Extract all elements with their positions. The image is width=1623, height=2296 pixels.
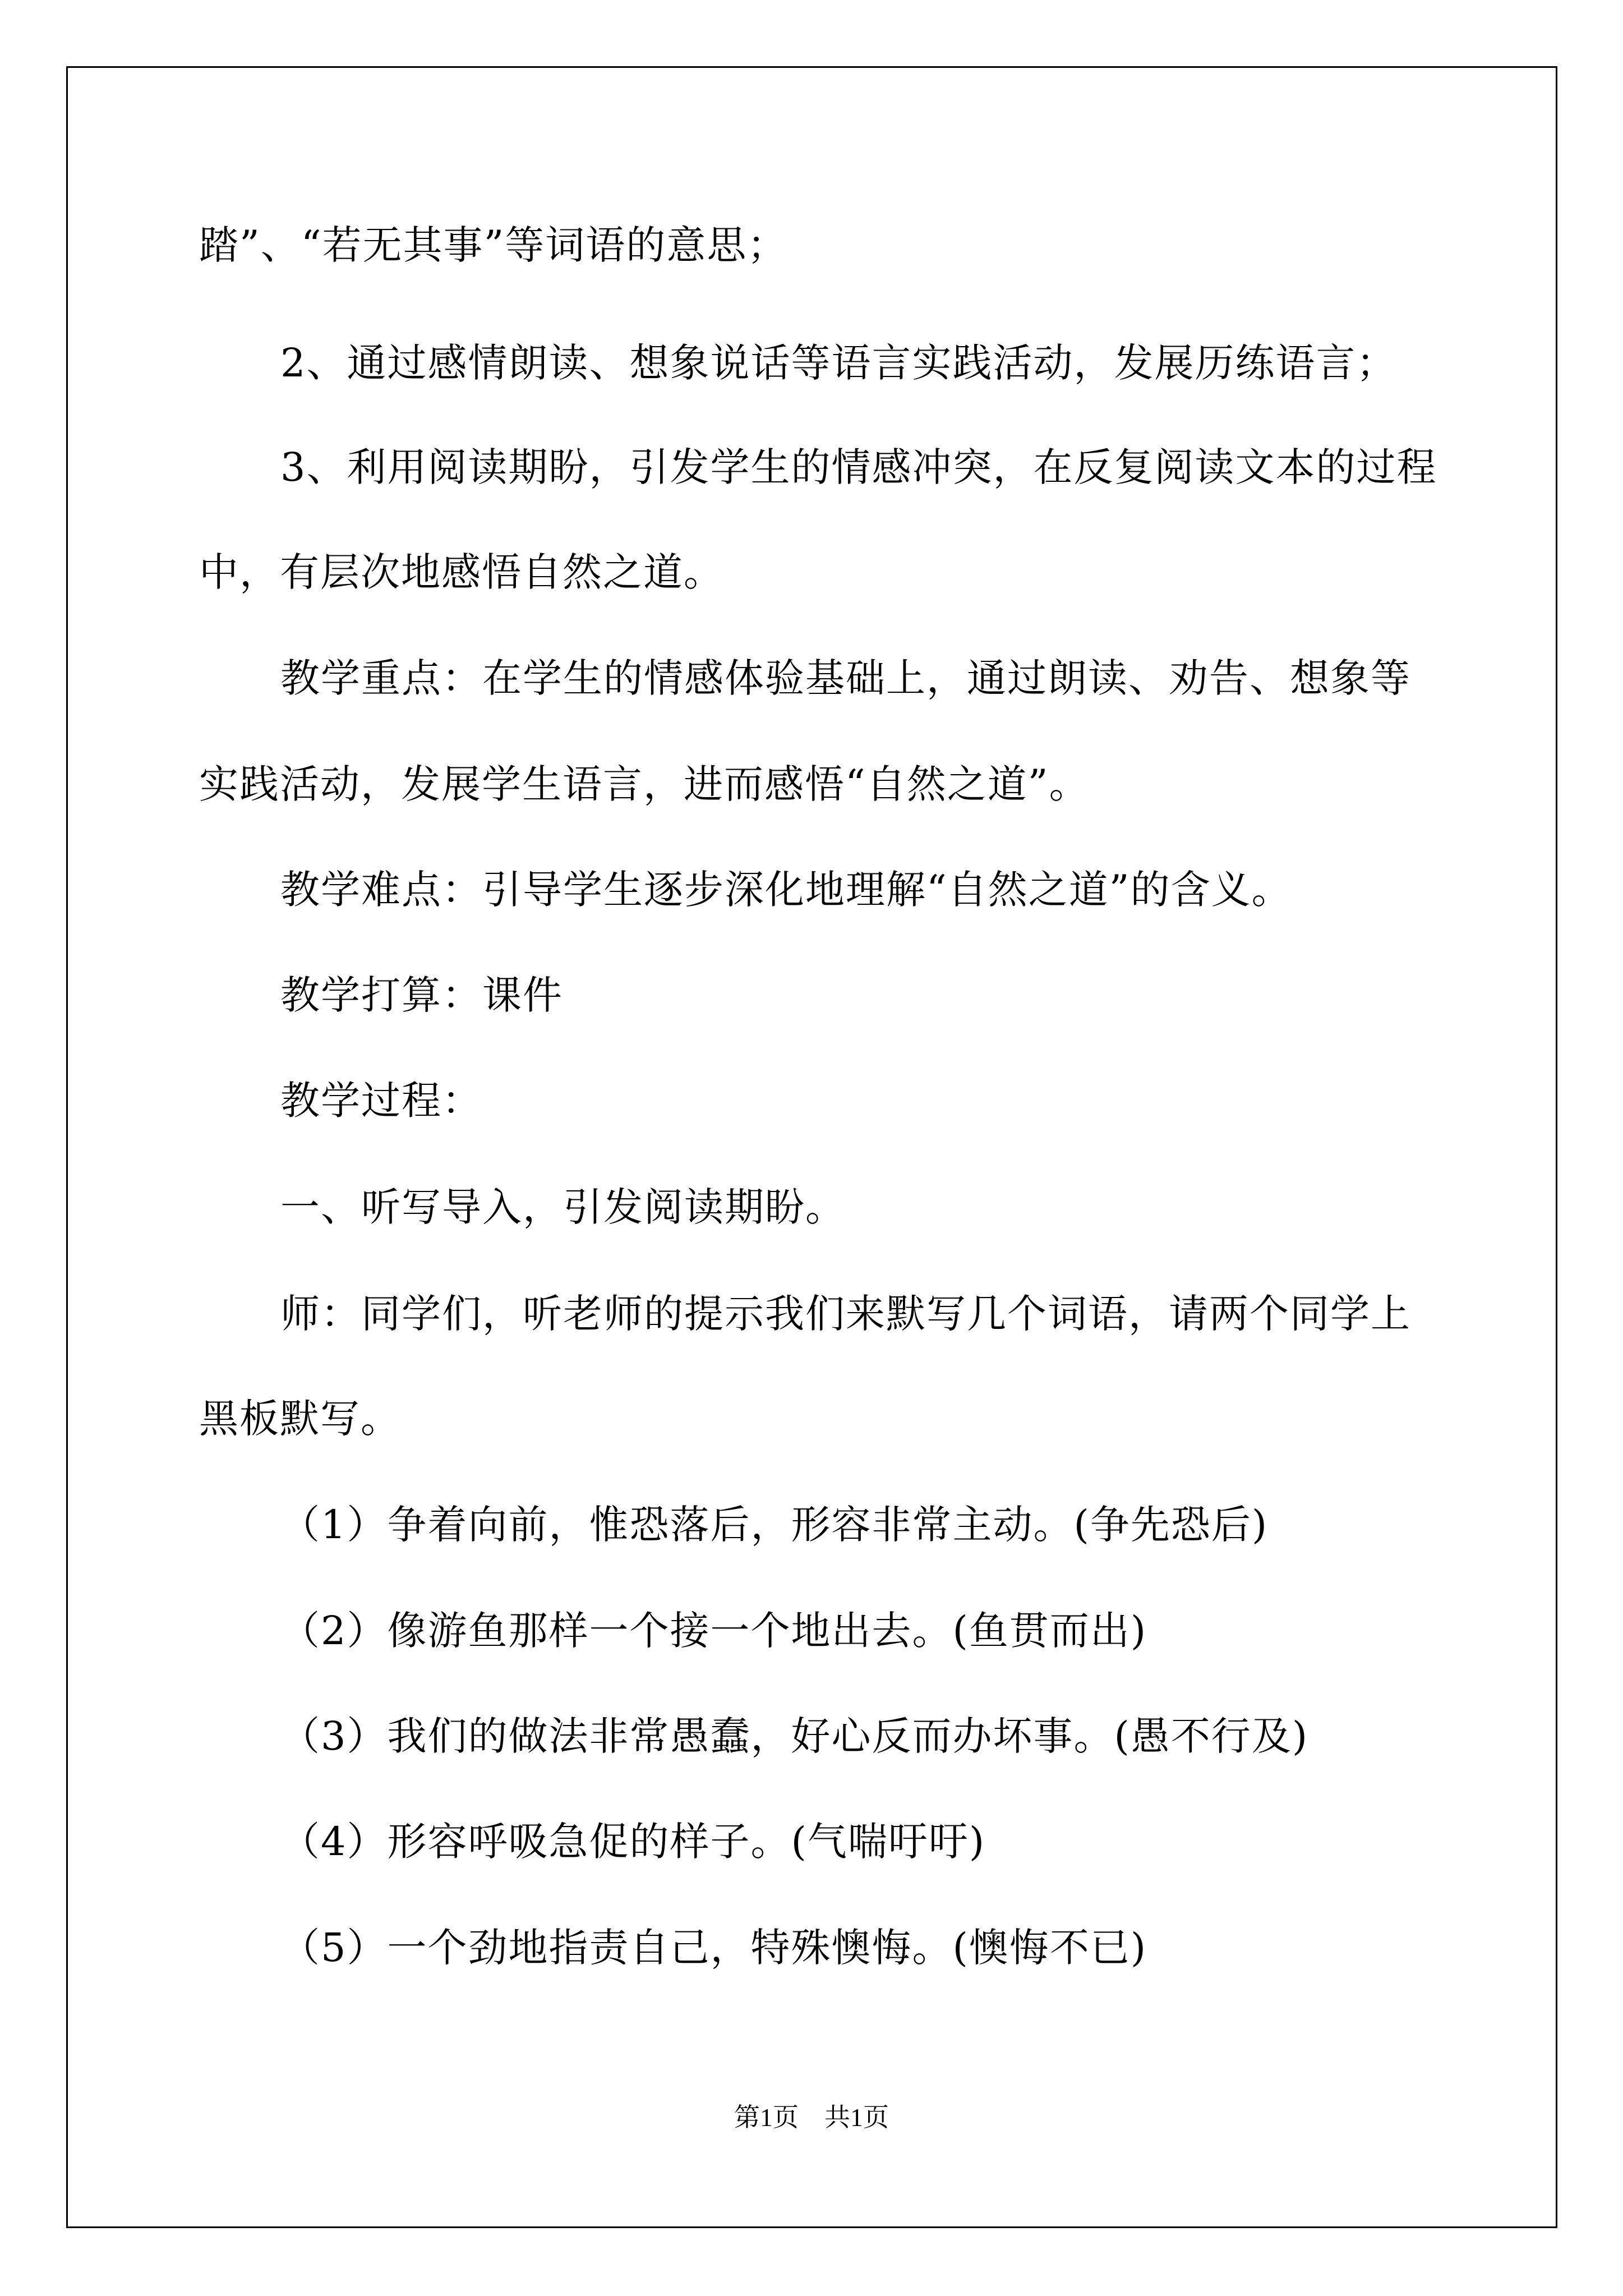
- text-line-6: 实践活动，发展学生语言，进而感悟“自然之道”。: [199, 761, 1090, 807]
- text-line-1: 踏”、“若无其事”等词语的意思；: [199, 222, 788, 268]
- text-line-2: 2、通过感情朗读、想象说话等语言实践活动，发展历练语言；: [280, 340, 1397, 386]
- text-line-7: 教学难点：引导学生逐步深化地理解“自然之道”的含义。: [280, 867, 1292, 913]
- text-line-8: 教学打算：课件: [280, 972, 563, 1018]
- text-line-12: 黑板默写。: [199, 1396, 401, 1442]
- page-footer: 第1页 共1页: [734, 2103, 889, 2132]
- text-line-17: （5）一个劲地指责自己，特殊懊悔。(懊悔不已): [280, 1925, 1147, 1971]
- text-line-9: 教学过程：: [280, 1078, 482, 1124]
- text-line-15: （3）我们的做法非常愚蠢，好心反而办坏事。(愚不行及): [280, 1713, 1309, 1759]
- text-line-4: 中，有层次地感悟自然之道。: [199, 549, 724, 595]
- document-body: [199, 0, 1437, 2296]
- text-line-11: 师：同学们，听老师的提示我们来默写几个词语，请两个同学上: [280, 1291, 1411, 1337]
- text-line-3: 3、利用阅读期盼，引发学生的情感冲突，在反复阅读文本的过程: [280, 444, 1437, 490]
- text-line-16: （4）形容呼吸急促的样子。(气喘吁吁): [280, 1819, 986, 1865]
- text-line-5: 教学重点：在学生的情感体验基础上，通过朗读、劝告、想象等: [280, 655, 1411, 701]
- text-line-14: （2）像游鱼那样一个接一个地出去。(鱼贯而出): [280, 1608, 1147, 1654]
- text-line-10: 一、听写导入，引发阅读期盼。: [280, 1184, 846, 1230]
- text-line-13: （1）争着向前，惟恐落后，形容非常主动。(争先恐后): [280, 1502, 1269, 1548]
